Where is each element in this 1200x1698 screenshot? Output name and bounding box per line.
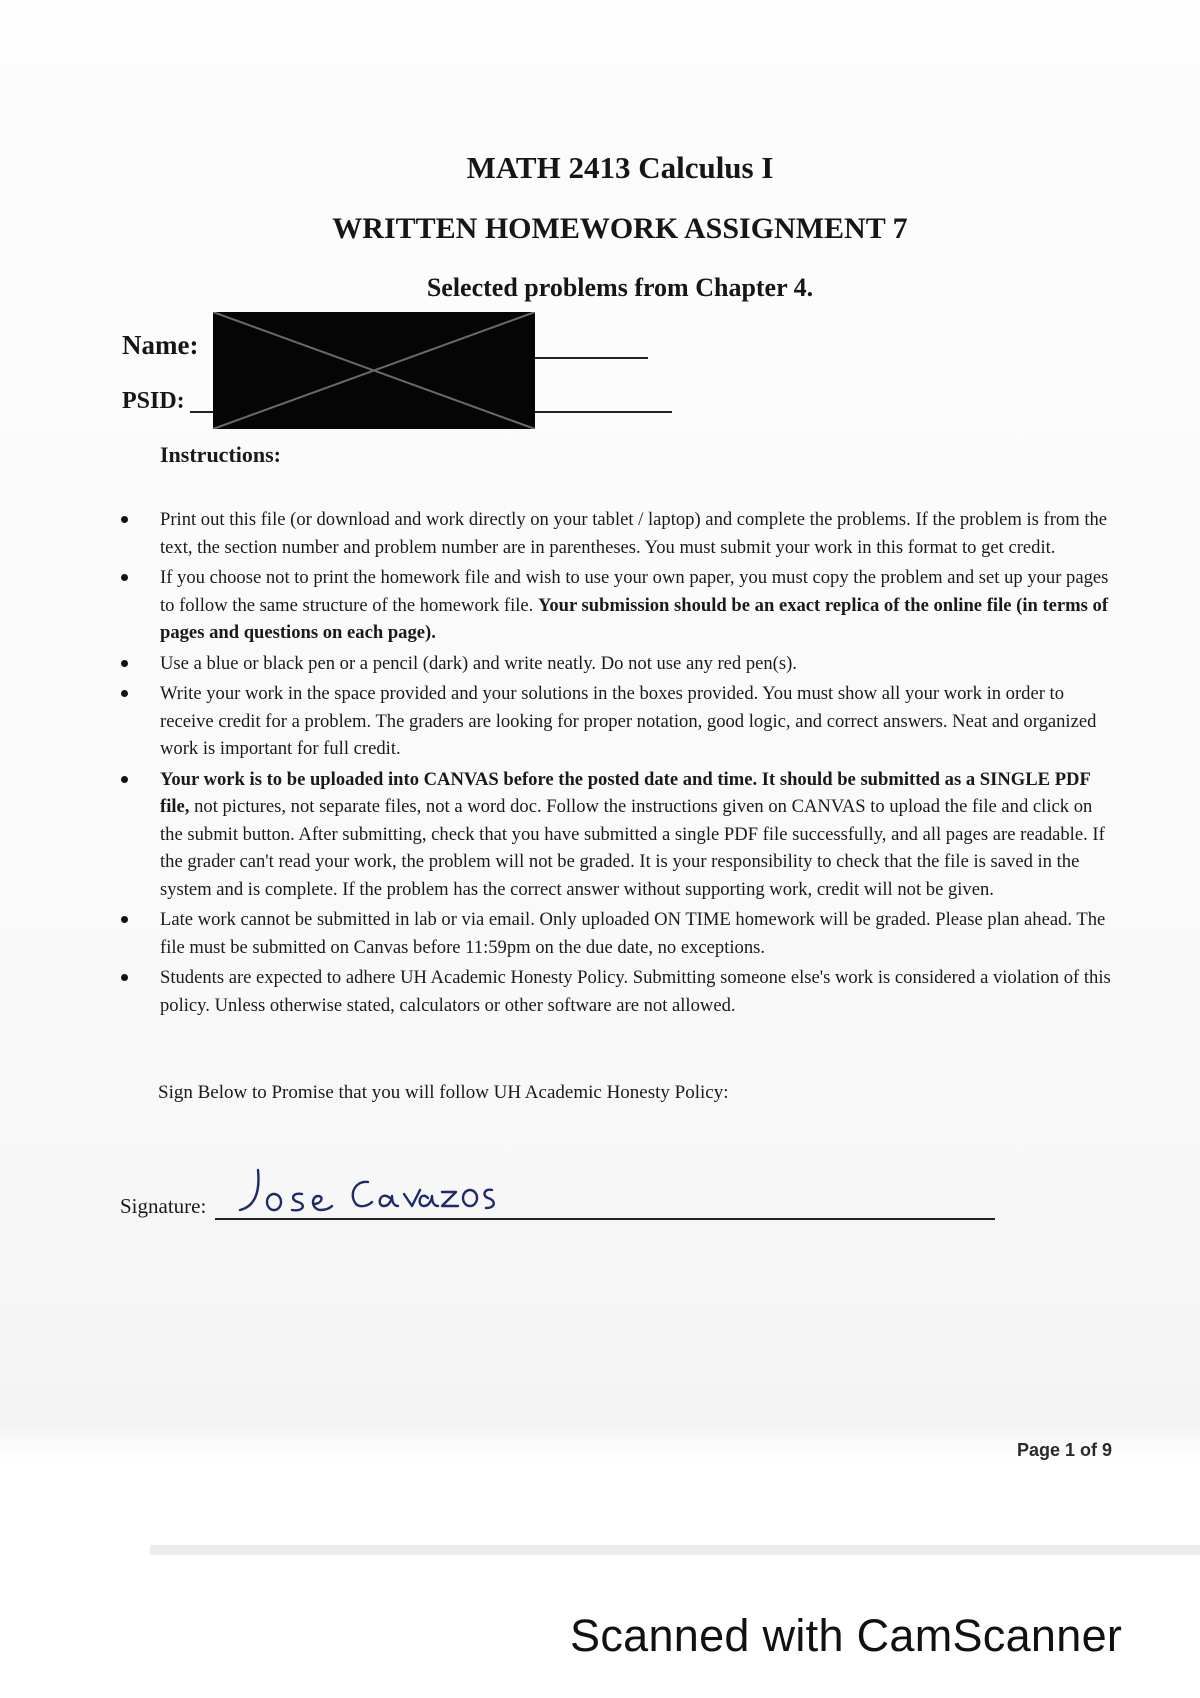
handwritten-signature	[230, 1160, 560, 1222]
svg-text:Jose Carrizos: Jose Carrizos	[230, 1160, 236, 1161]
signature-label: Signature:	[120, 1194, 207, 1218]
course-title: MATH 2413 Calculus I	[466, 150, 774, 185]
psid-label: PSID:	[122, 388, 185, 414]
list-item: Write your work in the space provided and your solutions in the boxes provided. You must show all your work in order to receive credit for a problem. The graders are looking for proper notation, good logic, and correct answers. Neat and organized work is important for full credit.	[118, 680, 1118, 763]
bullet-icon	[121, 690, 128, 697]
page-number: Page 1 of 9	[1016, 1440, 1112, 1460]
instructions-heading: Instructions:	[160, 442, 282, 467]
assignment-title: WRITTEN HOMEWORK ASSIGNMENT 7	[332, 212, 908, 245]
list-item: If you choose not to print the homework file and wish to use your own paper, you must copy the problem and set up your pages to follow the same structure of the homework file. Your submission should be an exact replica of the online file (in terms of pages and questions on each page).	[118, 564, 1118, 647]
list-item: Students are expected to adhere UH Academic Honesty Policy. Submitting someone else's work is considered a violation of this policy. Unless otherwise stated, calculators or other software are not allowed.	[118, 964, 1118, 1019]
list-item: Your work is to be uploaded into CANVAS before the posted date and time. It should be submitted as a SINGLE PDF file, not pictures, not separate files, not a word doc. Follow the instructions given on CANVAS to upload the file and click on the submit button. After submitting, check that you have submitted a single PDF file successfully, and all pages are readable. If the grader can't read your work, the problem will not be graded. It is your responsibility to check that the file is saved in the system and is complete. If the problem has the correct answer without supporting work, credit will not be given.	[118, 766, 1118, 904]
page-edge-shadow	[150, 1545, 1200, 1555]
bullet-icon	[121, 574, 128, 581]
bullet-icon	[121, 776, 128, 783]
honesty-prompt: Sign Below to Promise that you will follow UH Academic Honesty Policy:	[158, 1082, 729, 1103]
list-item: Use a blue or black pen or a pencil (dark) and write neatly. Do not use any red pen(s).	[118, 650, 1118, 678]
bullet-icon	[121, 660, 128, 667]
redaction-box	[213, 312, 535, 429]
name-label: Name:	[122, 330, 199, 360]
instructions-list	[118, 506, 1118, 1022]
redaction-cross-icon	[213, 312, 535, 429]
bullet-icon	[121, 916, 128, 923]
scanner-watermark: Scanned with CamScanner	[570, 1610, 1123, 1661]
bullet-icon	[121, 974, 128, 981]
assignment-subtitle: Selected problems from Chapter 4.	[426, 273, 814, 302]
list-item: Print out this file (or download and work directly on your tablet / laptop) and complete the problems. If the problem is from the text, the section number and problem number are in parentheses. You must submit your work in this format to get credit.	[118, 506, 1118, 561]
bullet-icon	[121, 516, 128, 523]
list-item: Late work cannot be submitted in lab or via email. Only uploaded ON TIME homework will be graded. Please plan ahead. The file must be submitted on Canvas before 11:59pm on the due date, no exceptions.	[118, 906, 1118, 961]
